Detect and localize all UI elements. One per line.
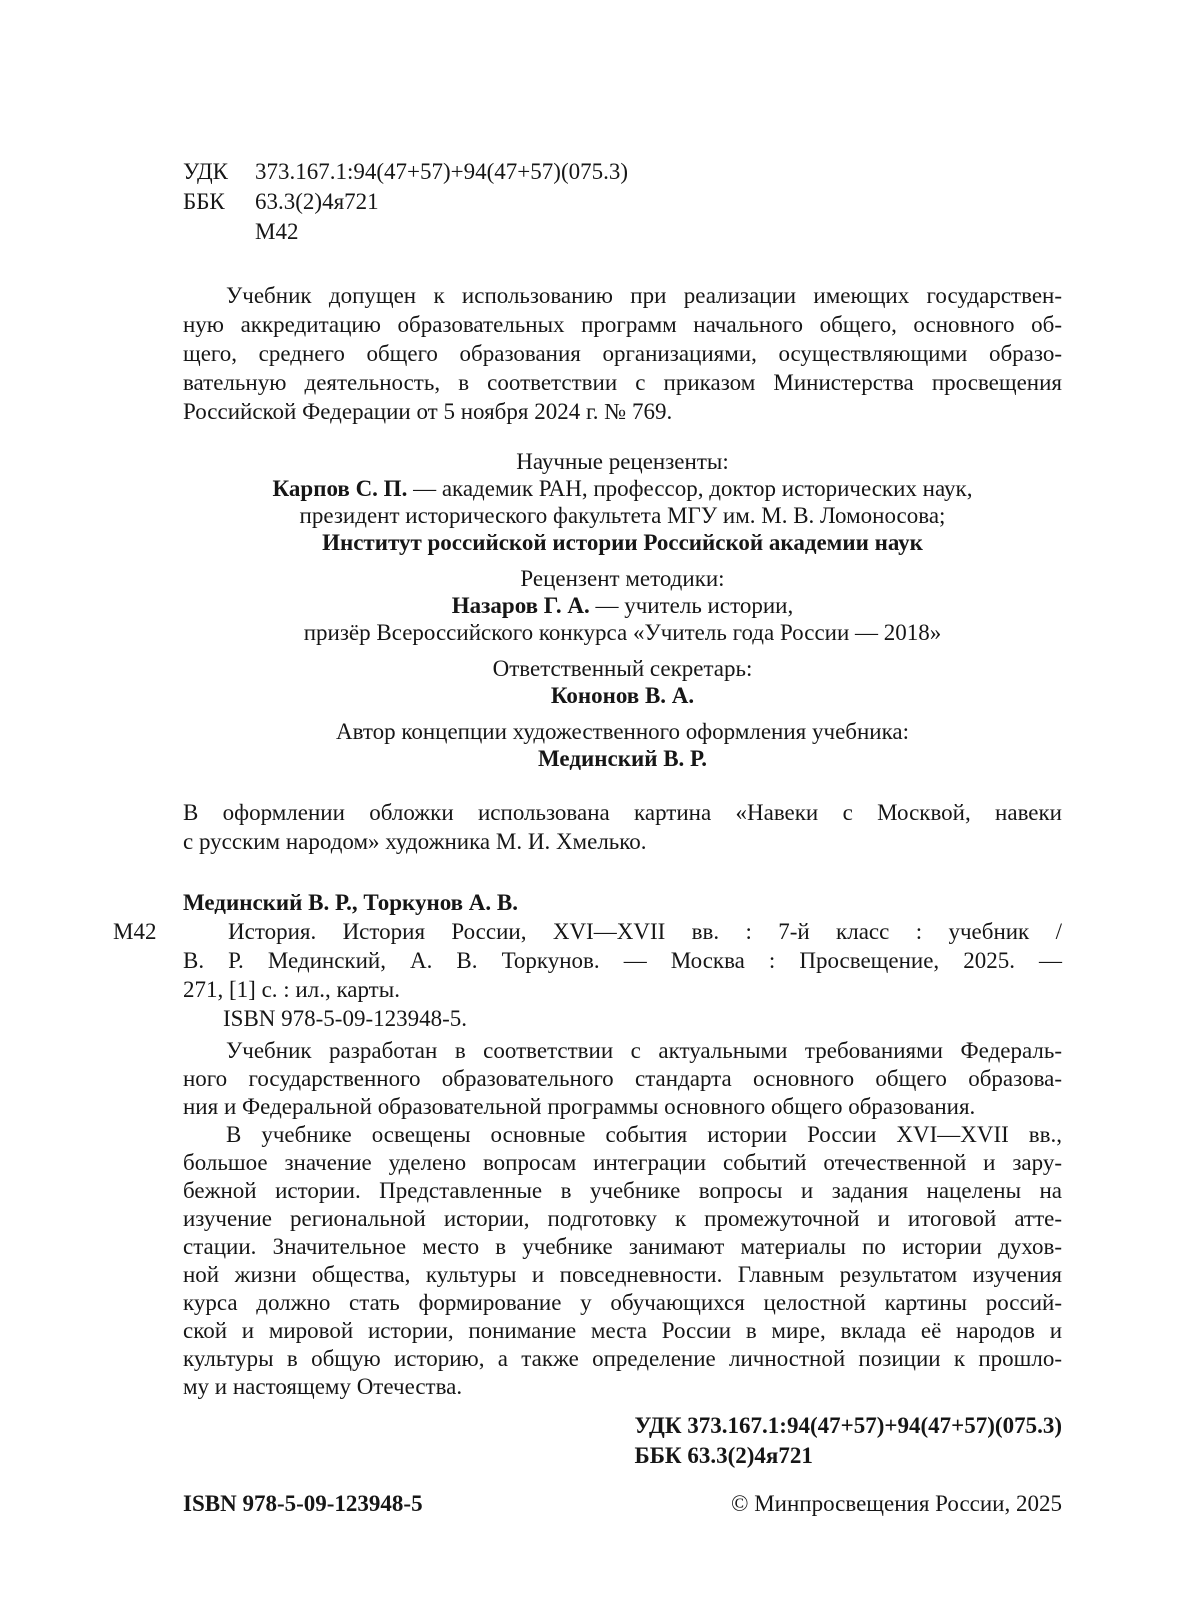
cover-note-paragraph (183, 798, 1062, 856)
catalog-card-authors: Мединский В. Р., Торкунов А. В. (183, 890, 519, 915)
annotation-line: ния и Федеральной образовательной программы основного общего образования. (183, 1094, 976, 1119)
catalog-isbn-line: ISBN 978-5-09-123948-5. (223, 1006, 468, 1031)
top-codes-block (183, 157, 1062, 247)
credit-line (183, 502, 1062, 529)
catalog-card (113, 888, 1062, 1033)
approval-paragraph (183, 281, 1062, 426)
annotation-line: большое значение уделено вопросам интеграции событий отечественной и зару- (183, 1150, 1062, 1175)
credit-line (183, 529, 1062, 556)
credit-text: — учитель истории, (589, 593, 794, 618)
code-label: ББК (183, 189, 225, 214)
credit-name-bold: Назаров Г. А. (451, 593, 590, 618)
annotation-paragraph-2 (183, 1121, 1062, 1401)
credit-line (183, 718, 1062, 745)
approval-line: вательную деятельность, в соответствии с приказом Министерства просвещения (183, 370, 1062, 395)
credit-text: Ответственный секретарь: (492, 656, 753, 681)
annotation-line: ской и мировой истории, понимание места России в мире, вклада её народов и (183, 1318, 1062, 1343)
credit-line (183, 745, 1062, 772)
catalog-card-line: 271, [1] с. : ил., карты. (183, 977, 400, 1002)
credit-name-bold: Институт российской истории Российской академии наук (322, 530, 923, 555)
catalog-card-line: История. История России, XVI—XVII вв. : 7-й класс : учебник / (228, 919, 1062, 944)
credit-line (183, 592, 1062, 619)
bottom-udk-line: УДК 373.167.1:94(47+57)+94(47+57)(075.3) (634, 1413, 1062, 1438)
annotation-line: ной жизни общества, культуры и повседневности. Главным результатом изучения (183, 1262, 1062, 1287)
credit-text: Рецензент методики: (520, 566, 725, 591)
credit-line (183, 448, 1062, 475)
credit-text: — академик РАН, профессор, доктор исторических наук, (407, 476, 973, 501)
cover-note-line: В оформлении обложки использована картина «Навеки с Москвой, навеки (183, 800, 1062, 825)
credit-line (183, 475, 1062, 502)
approval-line: Российской Федерации от 5 ноября 2024 г. № 769. (183, 399, 673, 424)
page-footer (183, 1489, 1062, 1518)
code-value: 63.3(2)4я721 (255, 189, 379, 214)
credit-text: президент исторического факультета МГУ им. М. В. Ломоносова; (299, 503, 946, 528)
credits-block (183, 448, 1062, 772)
annotation-paragraph-1 (183, 1037, 1062, 1121)
annotation-block (183, 1037, 1062, 1401)
approval-line: ную аккредитацию образовательных программ начального общего, основного об- (183, 312, 1062, 337)
catalog-card-body (113, 917, 1062, 1004)
catalog-card-code: М42 (113, 919, 157, 944)
annotation-line: В учебнике освещены основные события истории России XVI—XVII вв., (226, 1122, 1062, 1147)
credit-name-bold: Мединский В. Р. (538, 746, 707, 771)
cover-note-line: с русским народом» художника М. И. Хмелько. (183, 829, 647, 854)
footer-copyright: © Минпросвещения России, 2025 (730, 1491, 1062, 1516)
annotation-line: бежной истории. Представленные в учебнике вопросы и задания нацелены на (183, 1178, 1062, 1203)
approval-line: щего, среднего общего образования организациями, осуществляющими образо- (183, 341, 1062, 366)
credit-line (183, 682, 1062, 709)
credit-name-bold: Карпов С. П. (272, 476, 408, 501)
credit-line (183, 655, 1062, 682)
annotation-line: изучение региональной истории, подготовку к промежуточной и итоговой атте- (183, 1206, 1062, 1231)
code-label: УДК (183, 159, 228, 184)
annotation-line: му и настоящему Отечества. (183, 1374, 463, 1399)
credit-line (183, 619, 1062, 646)
credit-name-bold: Кононов В. А. (550, 683, 695, 708)
credit-text: Автор концепции художественного оформления учебника: (335, 719, 910, 744)
annotation-line: Учебник разработан в соответствии с актуальными требованиями Федераль- (226, 1038, 1062, 1063)
credit-text: Научные рецензенты: (516, 449, 729, 474)
code-value: 373.167.1:94(47+57)+94(47+57)(075.3) (255, 159, 629, 184)
credit-line (183, 565, 1062, 592)
annotation-line: курса должно стать формирование у обучающихся целостной картины россий- (183, 1290, 1062, 1315)
credit-text: призёр Всероссийского конкурса «Учитель года России — 2018» (303, 620, 942, 645)
code-row (183, 187, 1062, 217)
code-row (183, 217, 1062, 247)
approval-line: Учебник допущен к использованию при реализации имеющих государствен- (226, 283, 1062, 308)
code-value: М42 (255, 219, 299, 244)
bottom-bbk-line: ББК 63.3(2)4я721 (634, 1443, 813, 1468)
annotation-line: культуры в общую историю, а также определение личностной позиции к прошло- (183, 1346, 1062, 1371)
catalog-card-lines (183, 917, 1062, 1004)
catalog-card-line: В. Р. Мединский, А. В. Торкунов. — Москва : Просвещение, 2025. — (183, 948, 1062, 973)
annotation-line: ного государственного образовательного стандарта основного общего образова- (183, 1066, 1062, 1091)
footer-isbn: ISBN 978-5-09-123948-5 (183, 1491, 423, 1516)
code-row (183, 157, 1062, 187)
annotation-line: стации. Значительное место в учебнике занимают материалы по истории духов- (183, 1234, 1062, 1259)
bottom-codes-block (635, 1411, 1063, 1471)
